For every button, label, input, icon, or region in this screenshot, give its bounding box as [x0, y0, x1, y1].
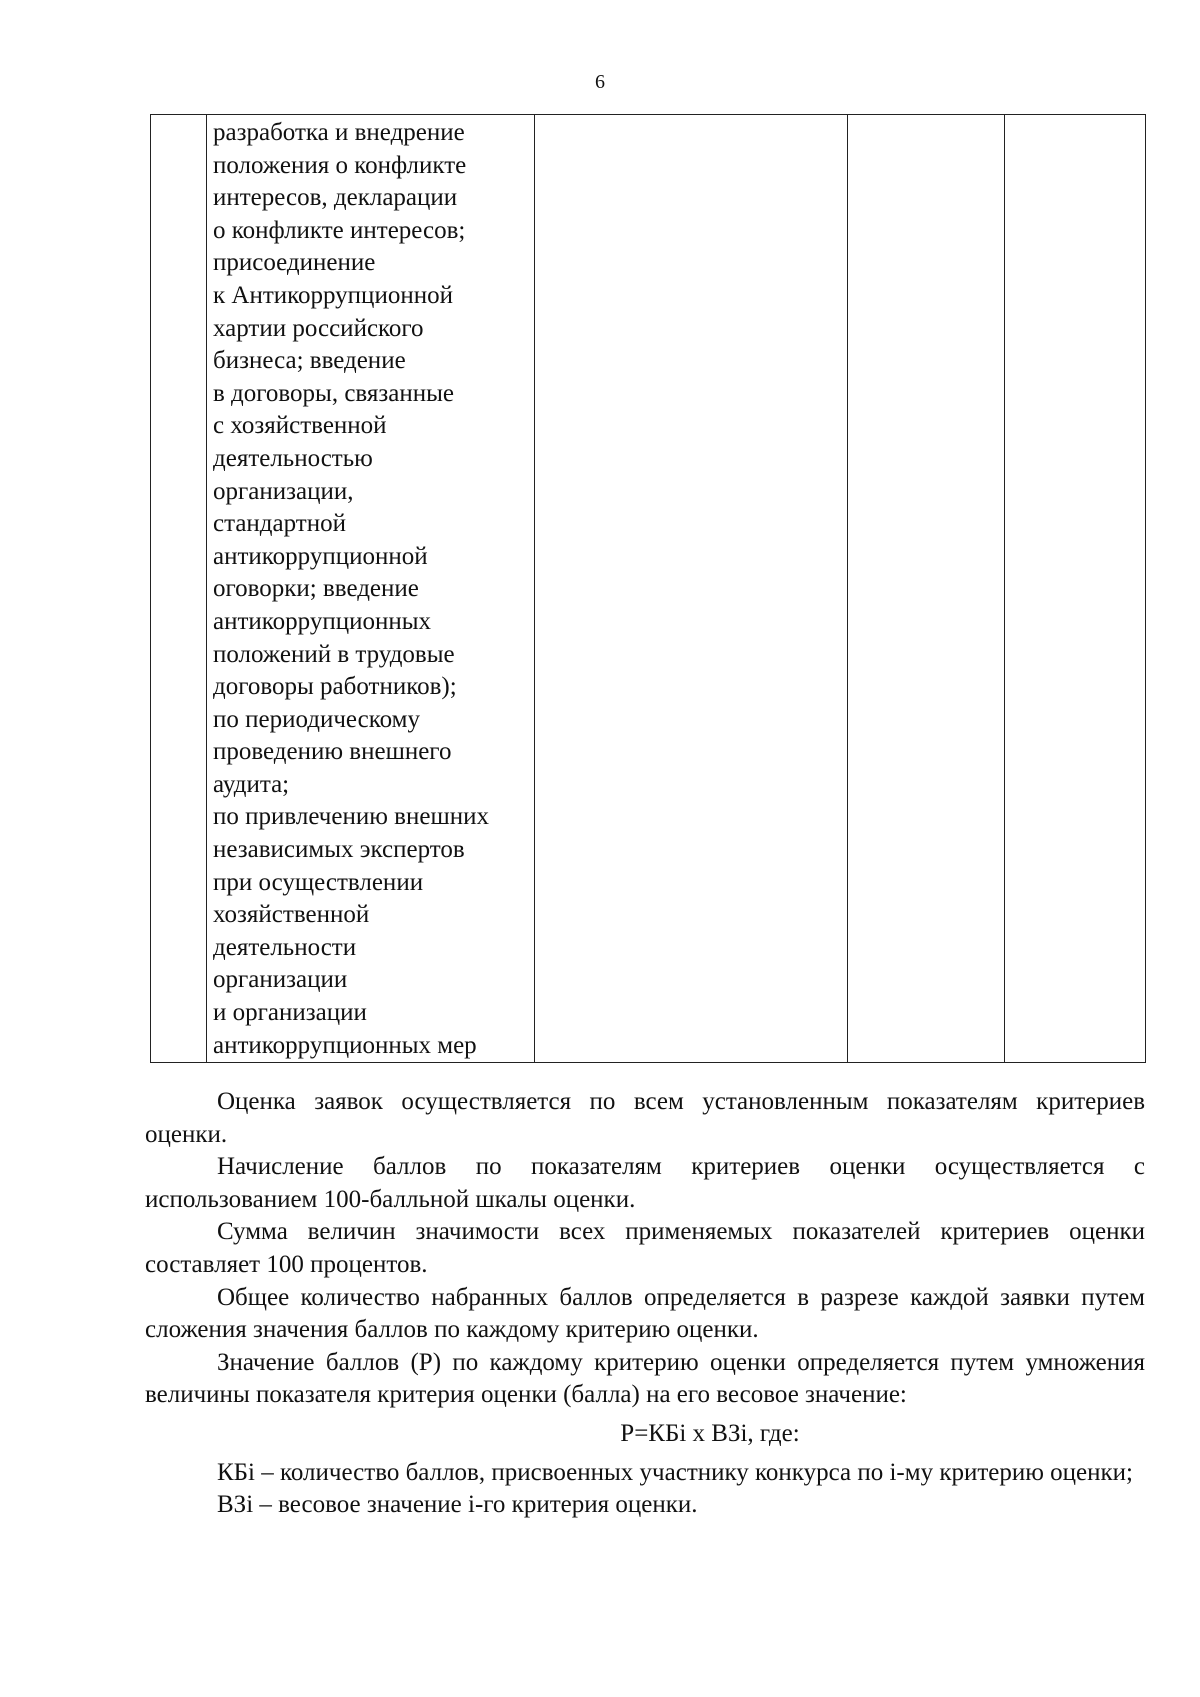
- criteria-description-cell: [207, 115, 535, 1063]
- criteria-text-line: положений в трудовые: [213, 640, 455, 668]
- paragraph: Начисление баллов по показателям критериев оценки осуществляется с использованием 100-балльной шкалы оценки.: [145, 1153, 1145, 1213]
- criteria-text-line: антикоррупционной: [213, 542, 428, 570]
- criteria-text-line: деятельностью: [213, 444, 373, 472]
- criteria-text-line: антикоррупционных: [213, 607, 432, 635]
- criteria-text-line: независимых экспертов: [213, 836, 465, 864]
- body-text: [145, 1086, 1145, 1522]
- table-row: [151, 115, 1146, 1063]
- paragraph: Оценка заявок осуществляется по всем установленным показателям критериев оценки.: [145, 1088, 1145, 1148]
- criteria-text-line: интересов, декларации: [213, 184, 458, 212]
- criteria-text-line: хозяйственной: [213, 901, 370, 929]
- criteria-text-line: антикоррупционных мер: [213, 1031, 477, 1059]
- paragraph: Сумма величин значимости всех применяемых показателей критериев оценки составляет 100 процентов.: [145, 1218, 1145, 1278]
- criteria-text-line: оговорки; введение: [213, 575, 419, 603]
- criteria-table-wrapper: [150, 114, 1146, 1063]
- criteria-text-line: к Антикоррупционной: [213, 281, 453, 309]
- row-number-cell: [151, 115, 207, 1063]
- criteria-text-line: в договоры, связанные: [213, 379, 455, 407]
- criteria-text-line: аудита;: [213, 770, 290, 798]
- criteria-text-line: организации: [213, 966, 348, 994]
- indicator-cell: [535, 115, 848, 1063]
- paragraph: Общее количество набранных баллов определяется в разрезе каждой заявки путем сложения значения баллов по каждому критерию оценки.: [145, 1283, 1145, 1344]
- criteria-text-line: при осуществлении: [213, 868, 424, 896]
- score-formula: Р=КБi х ВЗi, где:: [620, 1419, 800, 1447]
- criteria-text-line: присоединение: [213, 249, 376, 277]
- definition: КБi – количество баллов, присвоенных участнику конкурса по i-му критерию оценки;: [217, 1458, 1133, 1486]
- criteria-text-line: по привлечению внешних: [213, 803, 489, 831]
- criteria-text-line: договоры работников);: [213, 673, 457, 701]
- criteria-text-line: хартии российского: [213, 314, 424, 342]
- criteria-text-line: и организации: [213, 999, 367, 1027]
- criteria-text-line: проведению внешнего: [213, 738, 452, 766]
- page-number: 6: [595, 71, 605, 93]
- criteria-table: [150, 114, 1146, 1063]
- criteria-text-line: положения о конфликте: [213, 151, 467, 179]
- criteria-text-line: стандартной: [213, 510, 346, 538]
- score-cell: [1005, 115, 1146, 1063]
- definition: ВЗi – весовое значение i-го критерия оценки.: [217, 1491, 698, 1519]
- criteria-text-line: о конфликте интересов;: [213, 216, 466, 244]
- criteria-description-text: [207, 115, 534, 1062]
- paragraph: Значение баллов (Р) по каждому критерию оценки определяется путем умножения величины показателя критерия оценки (балла) на его весовое значение:: [145, 1348, 1145, 1409]
- criteria-text-line: разработка и внедрение: [213, 119, 465, 146]
- criteria-text-line: бизнеса; введение: [213, 347, 406, 375]
- criteria-text-line: организации,: [213, 477, 354, 505]
- criteria-text-line: по периодическому: [213, 705, 420, 733]
- criteria-text-line: деятельности: [213, 933, 357, 961]
- weight-cell: [848, 115, 1005, 1063]
- criteria-text-line: с хозяйственной: [213, 412, 387, 440]
